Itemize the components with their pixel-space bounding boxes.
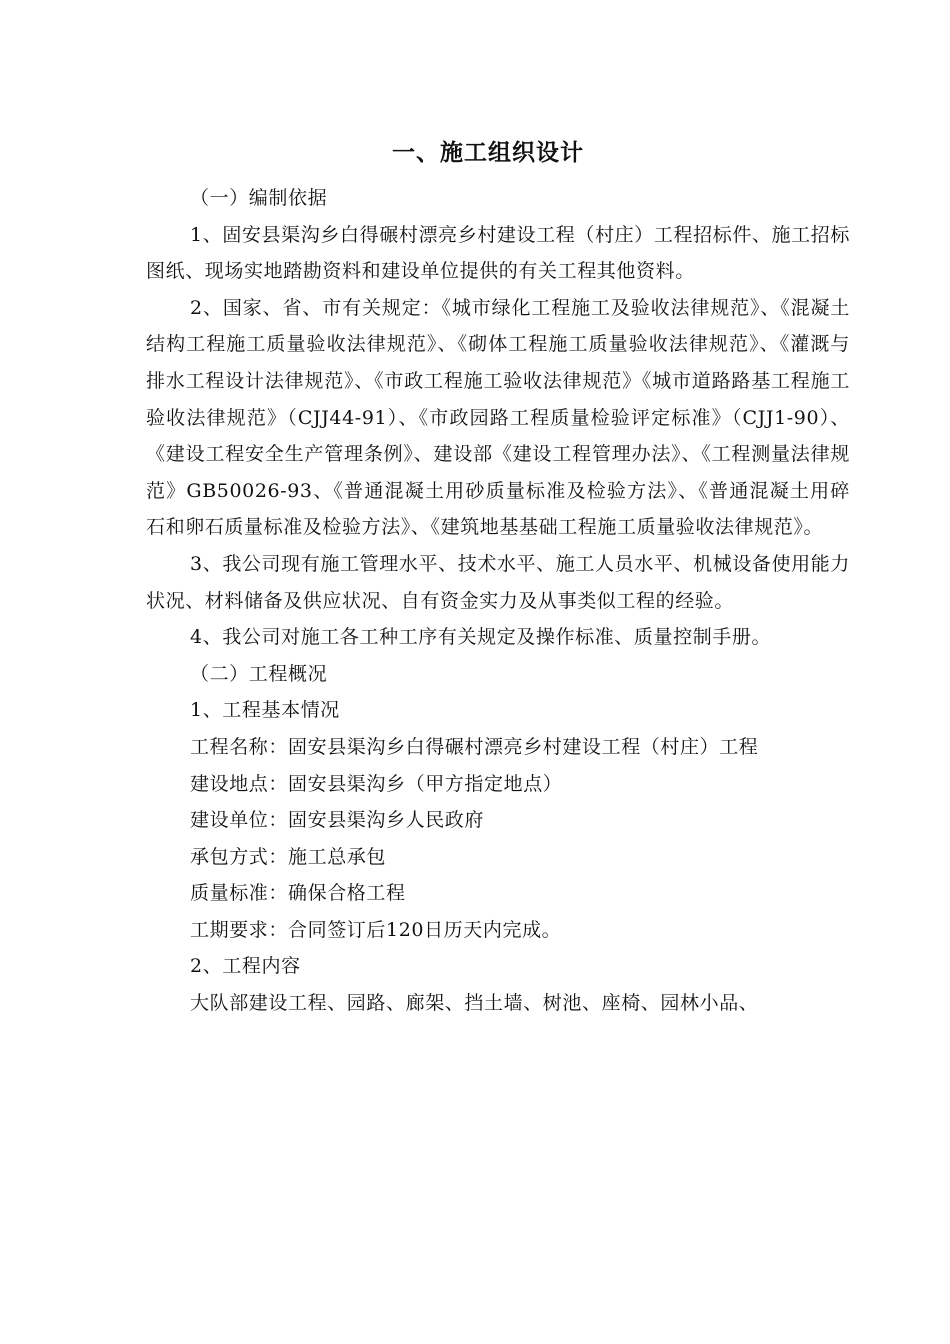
detail-owner: 建设单位：固安县渠沟乡人民政府 (190, 809, 485, 832)
subsection-heading-basic-info: 1、工程基本情况 (190, 699, 340, 722)
section-heading-basis: （一）编制依据 (190, 187, 328, 209)
document-body (146, 180, 850, 1022)
detail-schedule: 工期要求：合同签订后120日历天内完成。 (190, 918, 562, 941)
detail-location: 建设地点：固安县渠沟乡（甲方指定地点） (190, 772, 563, 795)
basis-item-3: 3、我公司现有施工管理水平、技术水平、施工人员水平、机械设备使用能力状况、材料储备及供应状况、自有资金实力及从事类似工程的经验。 (146, 552, 850, 612)
section-heading-overview: （二）工程概况 (190, 662, 328, 685)
detail-contract-type: 承包方式：施工总承包 (190, 845, 387, 868)
basis-item-4: 4、我公司对施工各工种工序有关规定及操作标准、质量控制手册。 (190, 626, 772, 649)
detail-quality-standard: 质量标准：确保合格工程 (190, 882, 406, 905)
basis-item-2: 2、国家、省、市有关规定：《城市绿化工程施工及验收法律规范》、《混凝土结构工程施工质量验收法律规范》、《砌体工程施工质量验收法律规范》、《灌溉与排水工程设计法律规范》、《市政工程施工验收法律规范》《城市道路路基工程施工验收法律规范》（CJJ44-91）、《市政园路工程质量检验评定标准》（CJJ1-90）、《建设工程安全生产管理条例》、建设部《建设工程管理办法》、《工程测量法律规范》GB50026-93、《普通混凝土用砂质量标准及检验方法》、《普通混凝土用碎石和卵石质量标准及检验方法》、《建筑地基基础工程施工质量验收法律规范》。 (146, 296, 850, 539)
content-text: 大队部建设工程、园路、廊架、挡土墙、树池、座椅、园林小品、 (190, 992, 759, 1015)
page-title: 一、施工组织设计 (392, 140, 584, 166)
basis-item-1: 1、固安县渠沟乡白得碾村漂亮乡村建设工程（村庄）工程招标件、施工招标图纸、现场实地踏勘资料和建设单位提供的有关工程其他资料。 (146, 223, 850, 283)
project-name: 工程名称：固安县渠沟乡白得碾村漂亮乡村建设工程（村庄）工程 (190, 735, 759, 758)
subsection-heading-content: 2、工程内容 (190, 955, 301, 978)
